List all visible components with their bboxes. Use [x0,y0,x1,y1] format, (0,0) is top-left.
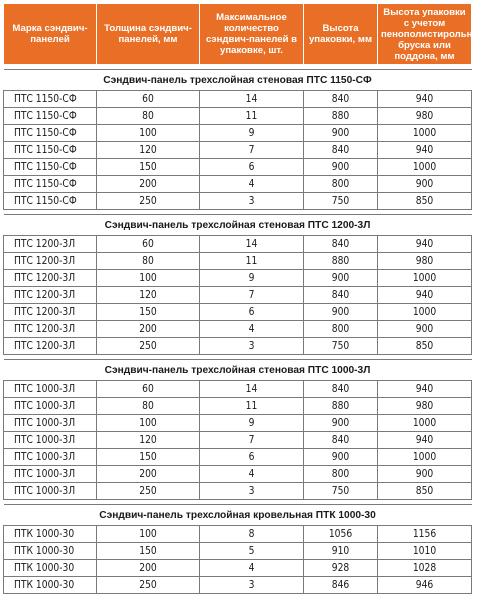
table-row [4,338,472,355]
mark-cell: ПТС 1200-3Л [4,236,97,253]
section-title: Сэндвич-панель трехслойная стеновая ПТС 1150-СФ [4,70,472,91]
count-cell: 6 [200,159,304,176]
header-thickness: Толщина сэндвич-панелей, мм [97,4,200,65]
height-cell: 750 [304,338,378,355]
height-cell: 800 [304,176,378,193]
height-cell: 846 [304,577,378,594]
height-with-base-cell: 940 [378,381,472,398]
table-row [4,398,472,415]
height-with-base-cell: 940 [378,287,472,304]
count-cell: 7 [200,142,304,159]
mark-cell: ПТС 1200-3Л [4,287,97,304]
thickness-cell: 200 [97,560,200,577]
height-with-base-cell: 1000 [378,159,472,176]
header-pack-height-with-base: Высота упаковки с учетом пенополистирольного бруска или поддона, мм [378,4,472,65]
table-row [4,193,472,210]
mark-cell: ПТС 1150-СФ [4,159,97,176]
thickness-cell: 150 [97,449,200,466]
header-row [4,4,472,65]
mark-cell: ПТС 1000-3Л [4,466,97,483]
height-cell: 750 [304,483,378,500]
mark-cell: ПТС 1150-СФ [4,193,97,210]
height-with-base-cell: 980 [378,253,472,270]
height-cell: 880 [304,108,378,125]
height-cell: 900 [304,449,378,466]
count-cell: 3 [200,483,304,500]
section-title-row [4,215,472,236]
packaging-table [3,3,488,594]
count-cell: 7 [200,432,304,449]
height-with-base-cell: 900 [378,176,472,193]
mark-cell: ПТС 1200-3Л [4,304,97,321]
table-row [4,287,472,304]
table-row [4,543,472,560]
height-with-base-cell: 980 [378,398,472,415]
height-with-base-cell: 900 [378,321,472,338]
height-with-base-cell: 850 [378,338,472,355]
height-cell: 800 [304,321,378,338]
mark-cell: ПТС 1200-3Л [4,321,97,338]
height-cell: 750 [304,193,378,210]
mark-cell: ПТС 1150-СФ [4,142,97,159]
table-row [4,577,472,594]
table-body [4,65,472,594]
mark-cell: ПТС 1150-СФ [4,176,97,193]
count-cell: 11 [200,108,304,125]
height-with-base-cell: 1028 [378,560,472,577]
height-with-base-cell: 940 [378,91,472,108]
table-row [4,236,472,253]
section-title-row [4,505,472,526]
count-cell: 6 [200,449,304,466]
table-row [4,560,472,577]
packaging-table-container [3,3,488,594]
mark-cell: ПТС 1000-3Л [4,415,97,432]
table-row [4,108,472,125]
height-with-base-cell: 900 [378,466,472,483]
height-cell: 880 [304,398,378,415]
table-row [4,142,472,159]
thickness-cell: 100 [97,415,200,432]
thickness-cell: 100 [97,270,200,287]
mark-cell: ПТС 1150-СФ [4,108,97,125]
height-with-base-cell: 980 [378,108,472,125]
height-cell: 840 [304,236,378,253]
height-with-base-cell: 940 [378,142,472,159]
table-row [4,432,472,449]
count-cell: 3 [200,193,304,210]
thickness-cell: 120 [97,287,200,304]
height-with-base-cell: 850 [378,193,472,210]
height-with-base-cell: 1000 [378,304,472,321]
header-max-count: Максимальное количество сэндвич-панелей в упаковке, шт. [200,4,304,65]
table-row [4,253,472,270]
mark-cell: ПТК 1000-30 [4,543,97,560]
count-cell: 14 [200,236,304,253]
thickness-cell: 250 [97,338,200,355]
height-with-base-cell: 946 [378,577,472,594]
mark-cell: ПТС 1200-3Л [4,253,97,270]
height-with-base-cell: 1000 [378,415,472,432]
table-row [4,466,472,483]
mark-cell: ПТК 1000-30 [4,560,97,577]
section-title: Сэндвич-панель трехслойная стеновая ПТС 1000-3Л [4,360,472,381]
table-row [4,483,472,500]
table-row [4,321,472,338]
thickness-cell: 60 [97,91,200,108]
thickness-cell: 200 [97,176,200,193]
height-cell: 900 [304,270,378,287]
thickness-cell: 150 [97,543,200,560]
count-cell: 3 [200,577,304,594]
table-row [4,304,472,321]
height-cell: 900 [304,125,378,142]
height-cell: 1056 [304,526,378,543]
mark-cell: ПТС 1000-3Л [4,398,97,415]
height-with-base-cell: 1000 [378,270,472,287]
thickness-cell: 150 [97,304,200,321]
thickness-cell: 200 [97,466,200,483]
table-row [4,381,472,398]
thickness-cell: 200 [97,321,200,338]
table-row [4,415,472,432]
thickness-cell: 80 [97,253,200,270]
thickness-cell: 120 [97,432,200,449]
mark-cell: ПТС 1150-СФ [4,125,97,142]
height-with-base-cell: 940 [378,432,472,449]
count-cell: 7 [200,287,304,304]
count-cell: 9 [200,270,304,287]
mark-cell: ПТС 1200-3Л [4,270,97,287]
thickness-cell: 60 [97,236,200,253]
count-cell: 5 [200,543,304,560]
table-row [4,91,472,108]
height-cell: 900 [304,159,378,176]
count-cell: 9 [200,125,304,142]
height-cell: 880 [304,253,378,270]
count-cell: 3 [200,338,304,355]
count-cell: 4 [200,176,304,193]
thickness-cell: 60 [97,381,200,398]
table-row [4,526,472,543]
height-cell: 800 [304,466,378,483]
header-pack-height: Высота упаковки, мм [304,4,378,65]
table-row [4,176,472,193]
height-with-base-cell: 1000 [378,125,472,142]
count-cell: 4 [200,321,304,338]
mark-cell: ПТК 1000-30 [4,577,97,594]
thickness-cell: 100 [97,125,200,142]
height-cell: 840 [304,432,378,449]
mark-cell: ПТК 1000-30 [4,526,97,543]
table-row [4,125,472,142]
count-cell: 14 [200,91,304,108]
count-cell: 9 [200,415,304,432]
count-cell: 4 [200,466,304,483]
thickness-cell: 250 [97,193,200,210]
height-with-base-cell: 940 [378,236,472,253]
height-cell: 840 [304,287,378,304]
thickness-cell: 80 [97,398,200,415]
mark-cell: ПТС 1000-3Л [4,381,97,398]
height-cell: 910 [304,543,378,560]
height-cell: 928 [304,560,378,577]
mark-cell: ПТС 1000-3Л [4,449,97,466]
thickness-cell: 80 [97,108,200,125]
count-cell: 11 [200,398,304,415]
count-cell: 4 [200,560,304,577]
height-cell: 900 [304,304,378,321]
height-cell: 840 [304,142,378,159]
height-cell: 840 [304,381,378,398]
section-title: Сэндвич-панель трехслойная стеновая ПТС 1200-3Л [4,215,472,236]
section-title: Сэндвич-панель трехслойная кровельная ПТК 1000-30 [4,505,472,526]
height-cell: 900 [304,415,378,432]
section-title-row [4,360,472,381]
section-title-row [4,70,472,91]
thickness-cell: 120 [97,142,200,159]
mark-cell: ПТС 1150-СФ [4,91,97,108]
count-cell: 8 [200,526,304,543]
height-with-base-cell: 1010 [378,543,472,560]
mark-cell: ПТС 1200-3Л [4,338,97,355]
height-with-base-cell: 850 [378,483,472,500]
count-cell: 14 [200,381,304,398]
height-cell: 840 [304,91,378,108]
height-with-base-cell: 1000 [378,449,472,466]
table-row [4,270,472,287]
height-with-base-cell: 1156 [378,526,472,543]
thickness-cell: 250 [97,483,200,500]
mark-cell: ПТС 1000-3Л [4,483,97,500]
count-cell: 11 [200,253,304,270]
header-mark: Марка сэндвич-панелей [4,4,97,65]
thickness-cell: 250 [97,577,200,594]
table-row [4,159,472,176]
mark-cell: ПТС 1000-3Л [4,432,97,449]
thickness-cell: 100 [97,526,200,543]
thickness-cell: 150 [97,159,200,176]
table-row [4,449,472,466]
count-cell: 6 [200,304,304,321]
